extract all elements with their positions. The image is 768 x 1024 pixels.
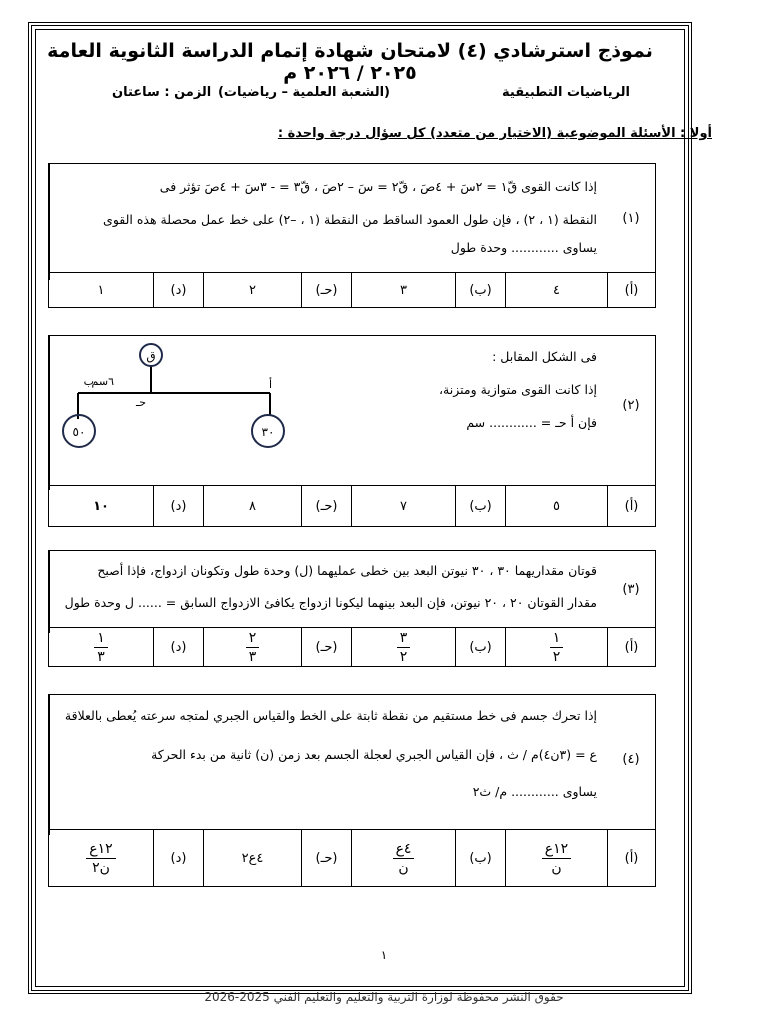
point-b-label: ب	[83, 375, 94, 388]
option-b-label[interactable]: (ب)	[455, 830, 505, 886]
question-4	[48, 694, 656, 887]
question-1-line-3: يساوى ............ وحدة طول	[450, 240, 597, 255]
subject-label: الرياضيات التطبيقية	[502, 85, 630, 100]
question-2-number: (٢)	[622, 398, 640, 413]
question-4-line-3: يساوى ............ م/ ث٢	[472, 784, 597, 799]
top-force-text: ق	[146, 349, 156, 363]
left-force-text: ٥٠	[72, 425, 86, 439]
branch-label: (الشعبة العلمية – رياضيات)	[217, 85, 390, 100]
option-c-value[interactable]: ٢	[203, 273, 301, 307]
segment-label: ٦سم	[91, 375, 114, 388]
option-a-label[interactable]: (أ)	[607, 628, 655, 666]
question-3-line-2: مقدار القوتان ٢٠ ، ٢٠ نيوتن، فإن البعد بينهما ليكونا ازدواج يكافئ الازدواج السابق = ...... ل وحدة طول	[64, 595, 597, 610]
option-a-value[interactable]: ٤	[505, 273, 607, 307]
right-force-text: ٣٠	[261, 425, 275, 439]
time-label: الزمن : ساعتان	[112, 85, 212, 100]
question-4-number: (٤)	[622, 752, 640, 767]
option-a-value[interactable]: $\frac{١}{٢}$	[505, 628, 607, 666]
question-2-line-1: فى الشكل المقابل :	[492, 349, 597, 364]
exam-title: نموذج استرشادي (٤) لامتحان شهادة إتمام الدراسة الثانوية العامة ٢٠٢٥ / ٢٠٢٦ م	[47, 40, 653, 84]
option-d-value[interactable]: $\frac{\text{١٢ع}}{\text{ن٢}}$	[49, 830, 153, 886]
question-1-text	[49, 164, 607, 280]
option-d-label[interactable]: (د)	[153, 830, 203, 886]
option-b-value[interactable]: $\frac{\text{٤ع}}{\text{ن}}$	[351, 830, 455, 886]
question-1-line-2: النقطة (١ ، ٢) ، فإن طول العمود الساقط من النقطة (١ ، –٢) على خط عمل محصلة هذه القوى	[103, 212, 597, 227]
option-c-value[interactable]: $\frac{٢}{٣}$	[203, 628, 301, 666]
question-2-line-3: فإن أ حـ = ............ سم	[466, 415, 597, 430]
question-3	[48, 550, 656, 667]
option-a-value[interactable]: $\frac{\text{١٢ع}}{\text{ن}}$	[505, 830, 607, 886]
question-4-text	[49, 695, 607, 835]
option-d-label[interactable]: (د)	[153, 486, 203, 526]
option-d-label[interactable]: (د)	[153, 273, 203, 307]
question-1-number: (١)	[622, 211, 640, 226]
option-c-label[interactable]: (حـ)	[301, 486, 351, 526]
option-a-label[interactable]: (أ)	[607, 486, 655, 526]
option-d-label[interactable]: (د)	[153, 628, 203, 666]
page-number: ١	[380, 948, 388, 962]
option-a-label[interactable]: (أ)	[607, 830, 655, 886]
option-b-value[interactable]: ٧	[351, 486, 455, 526]
copyright-footer: حقوق النشر محفوظة لوزارة التربية والتعليم والتعليم الفني 2025-2026	[204, 990, 564, 1004]
option-a-label[interactable]: (أ)	[607, 273, 655, 307]
question-3-number: (٣)	[622, 582, 640, 597]
exam-subheader	[60, 85, 630, 107]
question-4-line-2: ع = (٣ن٤)م / ث ، فإن القياس الجبري لعجلة الجسم بعد زمن (ن) ثانية من بدء الحركة	[151, 747, 597, 762]
option-c-value[interactable]: ٨	[203, 486, 301, 526]
point-c-label: حـ	[135, 396, 146, 409]
parallel-forces-figure	[50, 336, 300, 476]
question-1	[48, 163, 656, 308]
option-c-value[interactable]: ٤ع٢	[203, 830, 301, 886]
question-2-options	[49, 485, 655, 526]
question-2-text	[49, 336, 607, 490]
question-4-line-1: إذا تحرك جسم فى خط مستقيم من نقطة ثابتة على الخط والقياس الجبري لمتجه سرعته يُعطى بالعلاقة	[64, 708, 597, 723]
option-b-label[interactable]: (ب)	[455, 273, 505, 307]
option-c-label[interactable]: (حـ)	[301, 830, 351, 886]
option-b-value[interactable]: $\frac{٣}{٢}$	[351, 628, 455, 666]
section-title: أولا : الأسئلة الموضوعية (الاختيار من متعدد) كل سؤال درجة واحدة :	[277, 126, 712, 141]
question-3-options	[49, 627, 655, 666]
option-b-label[interactable]: (ب)	[455, 486, 505, 526]
option-b-label[interactable]: (ب)	[455, 628, 505, 666]
option-b-value[interactable]: ٣	[351, 273, 455, 307]
question-2	[48, 335, 656, 527]
question-2-line-2: إذا كانت القوى متوازية ومتزنة،	[439, 382, 597, 397]
question-4-options	[49, 829, 655, 886]
option-d-value[interactable]: $\frac{١}{٣}$	[49, 628, 153, 666]
point-a-label: أ	[268, 378, 272, 391]
question-1-line-1: إذا كانت القوى قّ١ = ٢سَ + ٤صَ ، قّ٢ = سَ – ٢صَ ، قّ٣ = - ٣سَ + ٤صَ تؤثر فى	[159, 179, 597, 194]
option-c-label[interactable]: (حـ)	[301, 273, 351, 307]
option-d-value[interactable]: ١	[97, 282, 105, 298]
option-a-value[interactable]: ٥	[505, 486, 607, 526]
option-c-label[interactable]: (حـ)	[301, 628, 351, 666]
option-d-value[interactable]: ١٠	[93, 498, 109, 514]
question-1-options	[49, 272, 655, 307]
question-3-text	[49, 551, 607, 633]
question-3-line-1: قوتان مقداريهما ٣٠ ، ٣٠ نيوتن البعد بين خطى عمليهما (ل) وحدة طول وتكونان ازدواج، فإذا أصبح	[97, 563, 597, 578]
